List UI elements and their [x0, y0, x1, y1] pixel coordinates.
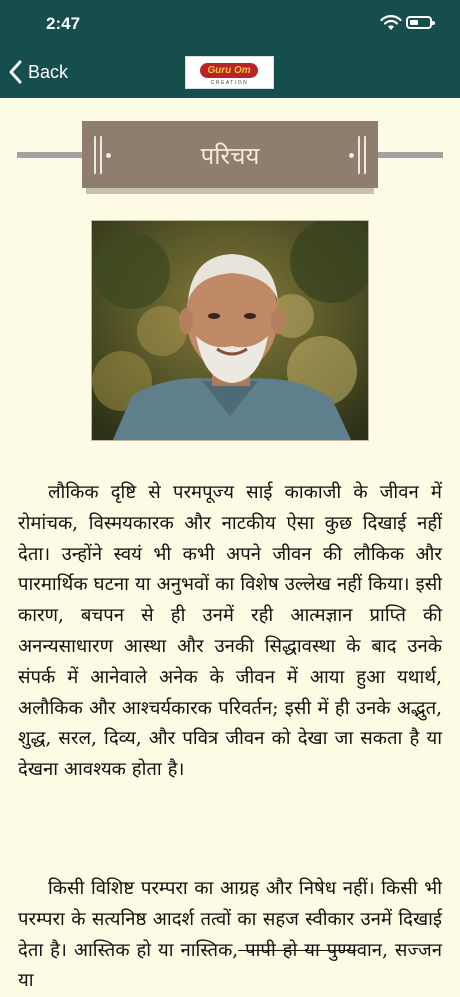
banner-shadow [86, 188, 374, 194]
banner-divider-right [375, 152, 443, 158]
navigation-bar [0, 48, 460, 98]
intro-paragraph-2 [18, 874, 442, 997]
chevron-left-icon [8, 60, 22, 84]
paragraph-2-tail: वान, सज्जन या [18, 939, 442, 992]
intro-paragraph-1: लौकिक दृष्टि से परमपूज्य साई काकाजी के जीवन में रोमांचक, विस्मयकारक और नाटकीय ऐसा कुछ दिखाई नहीं देता। उन्होंने स्वयं भी कभी अपने जीवन की लौकिक और पारमार्थिक घटना या अनुभवों का विशेष उल्लेख नहीं किया। इसी कारण, बचपन से ही उनमें रही आत्मज्ञान प्राप्ति की अनन्यसाधारण आस्था और उनकी सिद्धावस्था के बाद उनके संपर्क में आनेवाले अनेक के जीवन में आया हुआ यथार्थ, अलौकिक और आश्चर्यकारक परिवर्तन; इसी में ही उनके अद्भुत, शुद्ध, सरल, दिव्य, और पवित्र जीवन को देखा जा सकता है या देखना आवश्यक होता है। [18, 482, 442, 781]
guru-om-logo [185, 56, 274, 89]
logo-brand: Guru Om [200, 63, 258, 78]
status-time: 2:47 [46, 14, 81, 33]
portrait-photo [91, 220, 369, 441]
battery-icon [406, 16, 432, 29]
paragraph-2-text: किसी विशिष्ट परम्परा का आग्रह और निषेध नहीं। किसी भी परम्परा के सत्यनिष्ठ आदर्श तत्वों का सहज स्वीकार उनमें दिखाई देता है। आस्तिक हो या नास्तिक, [18, 878, 442, 961]
back-label: Back [28, 61, 69, 82]
portrait-image [92, 221, 369, 441]
back-button[interactable] [8, 60, 68, 84]
logo-tagline: CREATION [210, 80, 249, 86]
status-bar [0, 0, 460, 48]
paragraph-2-struck-text: पापी हो या पुण्य [238, 939, 357, 961]
section-banner [82, 121, 378, 188]
banner-divider-left [17, 152, 85, 158]
wifi-icon [380, 14, 402, 32]
section-title: परिचय [200, 142, 260, 170]
